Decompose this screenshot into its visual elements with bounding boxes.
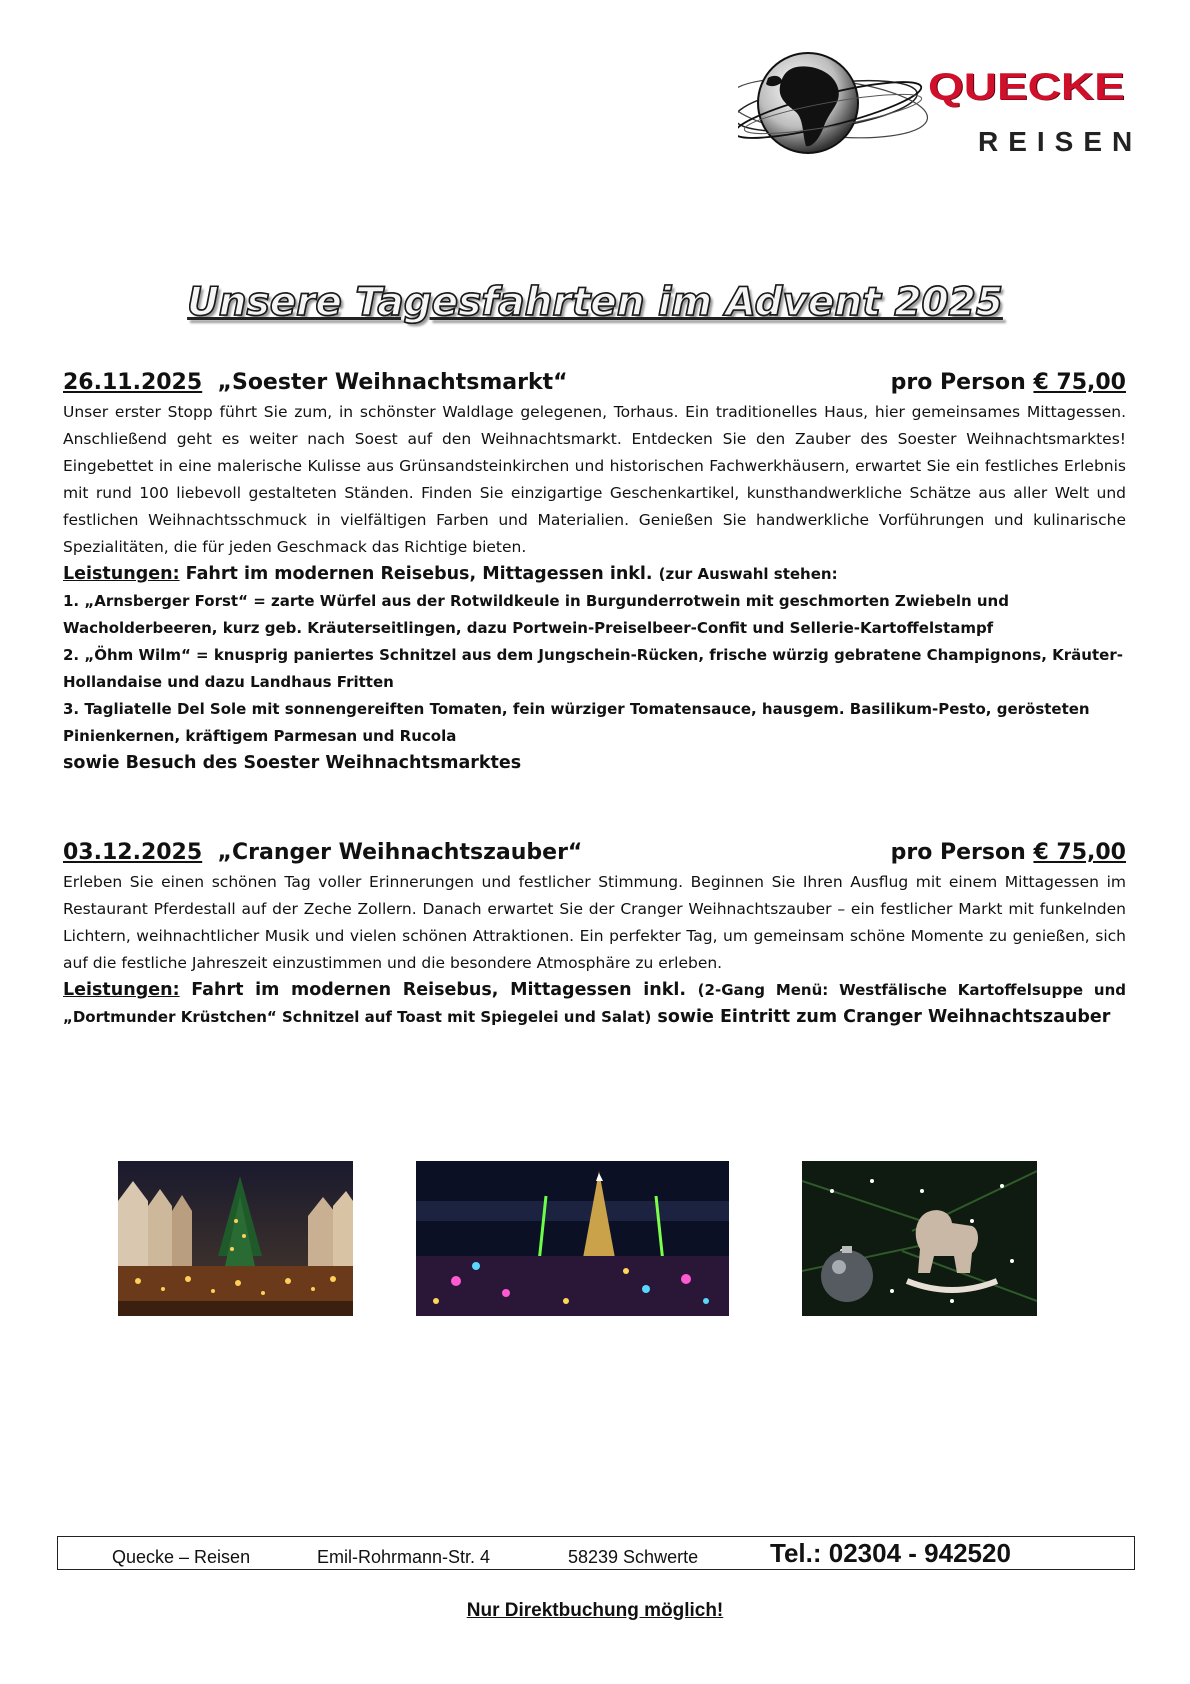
leistungen-text: Fahrt im modernen Reisebus, Mittagessen inkl.: [191, 980, 686, 1000]
menu-option-3: 3. Tagliatelle Del Sole mit sonnengereiften Tomaten, fein würziger Tomatensauce, hausgem. Basilikum-Pesto, gerösteten Pinienkernen, kräftigem Parmesan und Rucola: [63, 700, 1090, 745]
footer-street: Emil-Rohrmann-Str. 4: [317, 1547, 491, 1567]
leistungen-line: [63, 977, 1126, 1031]
footer-city: 58239 Schwerte: [568, 1547, 699, 1567]
event-description: Unser erster Stopp führt Sie zum, in schönster Waldlage gelegenen, Torhaus. Ein traditionelles Haus, hier gemeinsames Mittagessen. Anschließend geht es weiter nach Soest auf den Weihnachtsmarkt. Entdecken Sie den Zauber des Soester Weihnachtsmarktes! Eingebettet in eine malerische Kulisse aus Grünsandsteinkirchen und historischen Fachwerkhäusern, erwartet Sie ein festliches Erlebnis mit rund 100 liebevoll gestalteten Ständen. Finden Sie einzigartige Geschenkartikel, kunsthandwerkliche Schätze aus aller Welt und festlichen Weihnachtsschmuck in vielfältigen Farben und Materialien. Genießen Sie handwerkliche Vorführungen und kulinarische Spezialitäten, die für jeden Geschmack das Richtige bieten.: [63, 403, 1126, 556]
footer-phone: Tel.: 02304 - 942520: [770, 1538, 1011, 1568]
quecke-reisen-logo: [738, 48, 1143, 163]
page-title: Unsere Tagesfahrten im Advent 2025: [187, 280, 1003, 325]
event-crange: [63, 840, 1126, 1031]
photo-crange-fair: [416, 1161, 729, 1316]
price-label: pro Person: [890, 370, 1026, 395]
menu-option-1: 1. „Arnsberger Forst“ = zarte Würfel aus der Rotwildkeule in Burgunderrotwein mit geschmorten Zwiebeln und Wacholderbeeren, kurz geb. Kräuterseitlingen, dazu Portwein-Preiselbeer-Confit und Sellerie-Kartoffelstampf: [63, 592, 1009, 637]
event-closing: sowie Besuch des Soester Weihnachtsmarktes: [63, 753, 522, 773]
leistungen-line: [63, 561, 1126, 588]
booking-note: Nur Direktbuchung möglich!: [466, 1600, 724, 1621]
photo-soest-market: [118, 1161, 353, 1316]
footer-company: Quecke – Reisen: [112, 1547, 251, 1567]
event-name: „Cranger Weihnachtszauber“: [217, 840, 583, 865]
globe-icon: [738, 48, 928, 163]
price-label: pro Person: [890, 840, 1026, 865]
footer-contact-box: [57, 1536, 1135, 1570]
leistungen-note: (zur Auswahl stehen:: [658, 565, 838, 583]
leistungen-label: Leistungen:: [63, 564, 180, 584]
leistungen-label: Leistungen:: [63, 980, 180, 1000]
photo-christmas-ornament: [802, 1161, 1037, 1316]
event-soest: [63, 370, 1126, 777]
event-date: 03.12.2025: [63, 840, 203, 865]
price-value: € 75,00: [1033, 370, 1126, 395]
event-date: 26.11.2025: [63, 370, 203, 395]
event-closing: sowie Eintritt zum Cranger Weihnachtszauber: [657, 1007, 1111, 1027]
price-value: € 75,00: [1033, 840, 1126, 865]
leistungen-text: Fahrt im modernen Reisebus, Mittagessen inkl.: [185, 564, 653, 584]
menu-option-2: 2. „Öhm Wilm“ = knusprig paniertes Schnitzel aus dem Jungschein-Rücken, frische würzig gebratene Champignons, Kräuter-Hollandaise und dazu Landhaus Fritten: [63, 646, 1123, 691]
event-description: Erleben Sie einen schönen Tag voller Erinnerungen und festlicher Stimmung. Beginnen Sie Ihren Ausflug mit einem Mittagessen im Restaurant Pferdestall auf der Zeche Zollern. Danach erwartet Sie der Cranger Weihnachtszauber – ein festlicher Markt mit funkelnden Lichtern, weihnachtlicher Musik und vielen schönen Attraktionen. Ein perfekter Tag, um gemeinsam schöne Momente zu genießen, sich auf die festliche Jahreszeit einzustimmen und die besondere Atmosphäre zu erleben.: [63, 873, 1126, 972]
leistungen-note: (2-Gang Menü: Westfälische Kartoffelsuppe und „Dortmunder Krüstchen“ Schnitzel auf Toast mit Spiegelei und Salat): [63, 981, 1126, 1026]
event-name: „Soester Weihnachtsmarkt“: [217, 370, 568, 395]
brand-subtitle: REISEN: [978, 126, 1143, 157]
event-header: [63, 840, 1126, 865]
brand-name: QUECKE: [928, 64, 1125, 108]
event-header: [63, 370, 1126, 395]
